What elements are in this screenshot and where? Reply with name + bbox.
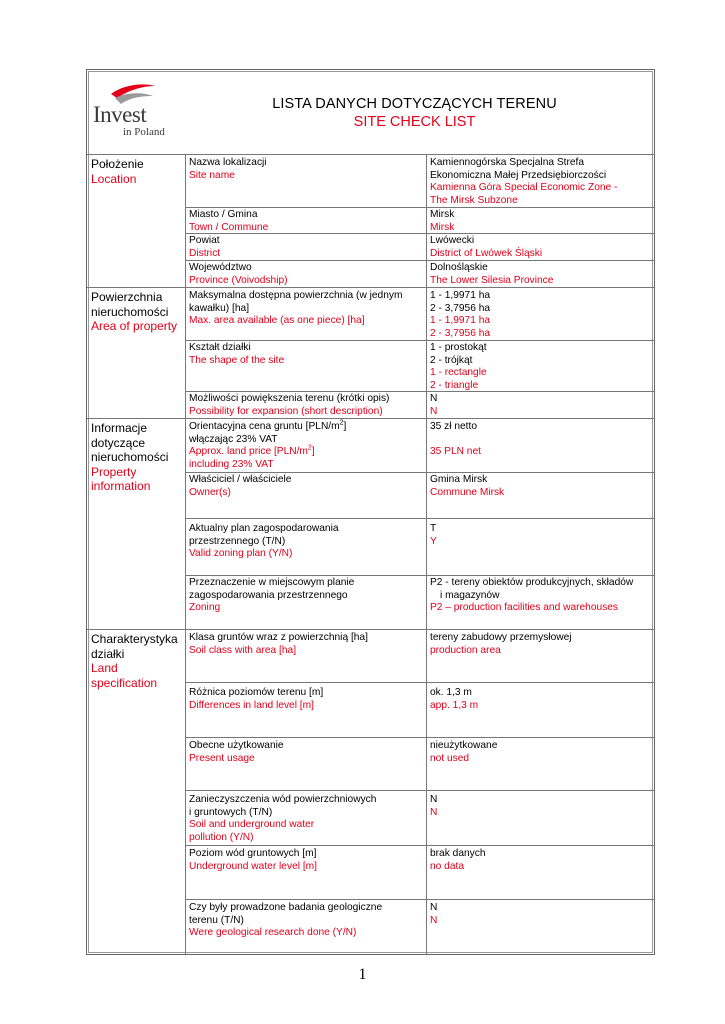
label-district: [189, 235, 220, 260]
label-level: [189, 687, 323, 712]
label-groundwater: [189, 848, 317, 873]
label-en: Possibility for expansion (short description): [189, 405, 383, 417]
value-pl: 2 - 3,7956 ha: [430, 302, 491, 314]
value-pl: P2 - tereny obiektów produkcyjnych, składów: [430, 577, 634, 588]
label-pl: Kształt działki: [189, 342, 251, 353]
label-owner: [189, 474, 291, 499]
row-line: [185, 845, 654, 846]
label-town: [189, 209, 268, 234]
section-property-pl3: nieruchomości: [91, 450, 169, 465]
label-pl-end: ]: [343, 421, 347, 432]
row-line: [185, 899, 654, 900]
label-en-end: ]: [311, 446, 315, 457]
value-pollution: [430, 794, 437, 819]
value-pl: Kamiennogórska Specjalna Strefa: [430, 157, 585, 168]
row-line: [185, 575, 654, 576]
label-pl: kawałku) [ha]: [189, 302, 250, 314]
value-town: [430, 209, 454, 234]
value-pl: 2 - trójkąt: [430, 354, 473, 366]
label-expansion: [189, 393, 389, 418]
label-pl: Poziom wód gruntowych [m]: [189, 848, 317, 859]
label-en: District: [189, 247, 221, 259]
value-en: N: [430, 806, 438, 818]
label-province: [189, 262, 288, 287]
label-en: Soil and underground water: [189, 819, 315, 830]
value-en: N: [430, 405, 438, 417]
value-pl: 35 zł netto: [430, 421, 478, 432]
label-pl: Możliwości powiększenia terenu (krótki opis): [189, 393, 390, 404]
label-en: [189, 446, 346, 459]
value-en: 35 PLN net: [430, 446, 481, 457]
value-province: [430, 262, 553, 287]
value-en: Mirsk: [430, 221, 455, 233]
value-expansion: [430, 393, 437, 418]
value-pl: brak danych: [430, 848, 486, 859]
label-en: Owner(s): [189, 486, 231, 498]
label-en: Soil class with area [ha]: [189, 644, 297, 656]
label-en: Zoning: [189, 602, 221, 613]
value-en: The Lower Silesia Province: [430, 274, 554, 286]
label-pl: Województwo: [189, 262, 252, 273]
value-en: The Mirsk Subzone: [430, 194, 518, 206]
logo-sub-text: in Poland: [123, 126, 165, 138]
value-pl: Mirsk: [430, 209, 455, 220]
value-pl: i magazynów: [440, 589, 500, 601]
section-location: [91, 157, 144, 186]
section-line: [87, 418, 654, 419]
label-soil: [189, 632, 368, 657]
label-en: Town / Commune: [189, 221, 269, 233]
logo-brand-text: Invest: [93, 102, 147, 127]
site-check-list-table: [86, 69, 655, 955]
label-en: Valid zoning plan (Y/N): [189, 548, 293, 559]
label-pl: i gruntowych (T/N): [189, 806, 273, 818]
page-title-pl: LISTA DANYCH DOTYCZĄCYCH TERENU: [272, 96, 557, 112]
page-number: 1: [358, 966, 367, 983]
label-en-sup: 2: [307, 444, 312, 452]
label-geology: [189, 902, 382, 940]
value-pl: N: [430, 902, 438, 913]
value-zoning: [430, 577, 633, 615]
label-zoning: [189, 577, 354, 615]
value-pl: Gmina Mirsk: [430, 474, 488, 485]
label-pl: Właściciel / właściciele: [189, 474, 292, 485]
label-en: Were geological research done (Y/N): [189, 927, 357, 938]
value-shape: [430, 342, 487, 392]
value-pl: Dolnośląskie: [430, 262, 488, 273]
section-land-en1: Land: [91, 661, 118, 676]
page-title-en: SITE CHECK LIST: [353, 114, 476, 130]
label-en: The shape of the site: [189, 354, 285, 366]
label-pl: Nazwa lokalizacji: [189, 157, 267, 168]
value-en: 2 - triangle: [430, 379, 479, 391]
label-pl: przestrzennego (T/N): [189, 535, 286, 547]
section-area-pl2: nieruchomości: [91, 304, 169, 319]
value-pl: ok. 1,3 m: [430, 687, 472, 698]
label-en: including 23% VAT: [189, 458, 274, 470]
value-pl: Lwówecki: [430, 235, 475, 246]
section-land-pl2: działki: [91, 646, 125, 661]
section-property: [91, 421, 168, 494]
label-pl: Obecne użytkowanie: [189, 740, 284, 751]
col-divider-1: [185, 154, 186, 954]
row-line: [185, 790, 654, 791]
row-line: [185, 207, 654, 208]
value-pl: Ekonomiczna Małej Przedsiębiorczości: [430, 169, 607, 181]
header-divider: [87, 154, 654, 155]
label-pl: Zanieczyszczenia wód powierzchniowych: [189, 794, 377, 805]
value-en: app. 1,3 m: [430, 699, 479, 711]
value-en: District of Lwówek Śląski: [430, 247, 543, 259]
label-pl: Klasa gruntów wraz z powierzchnią [ha]: [189, 632, 368, 643]
row-line: [185, 682, 654, 683]
row-line: [185, 518, 654, 519]
label-pl: Czy były prowadzone badania geologiczne: [189, 902, 383, 913]
value-soil: [430, 632, 572, 657]
label-zoning-plan: [189, 523, 339, 561]
row-line: [185, 737, 654, 738]
row-line: [185, 260, 654, 261]
value-district: [430, 235, 542, 260]
value-en: P2 – production facilities and warehouses: [430, 602, 619, 613]
label-en: Underground water level [m]: [189, 860, 317, 872]
section-area-pl1: Powierzchnia: [91, 290, 163, 304]
value-zoning-plan: [430, 523, 437, 548]
value-groundwater: [430, 848, 486, 873]
label-pl: włączając 23% VAT: [189, 433, 278, 445]
label-pl-sup: 2: [339, 419, 344, 427]
label-pl: Różnica poziomów terenu [m]: [189, 687, 324, 698]
label-en: Site name: [189, 169, 235, 181]
value-pl: 1 - prostokąt: [430, 342, 487, 353]
section-area: [91, 290, 177, 334]
row-line: [185, 472, 654, 473]
label-site-name: [189, 157, 267, 182]
label-en: Differences in land level [m]: [189, 699, 314, 711]
value-level: [430, 687, 478, 712]
label-en: pollution (Y/N): [189, 831, 254, 843]
row-line: [185, 340, 654, 341]
value-pl: 1 - 1,9971 ha: [430, 290, 491, 301]
spacer: [430, 434, 481, 447]
label-en: Province (Voivodship): [189, 274, 288, 286]
label-pl: Maksymalna dostępna powierzchnia (w jednym: [189, 290, 403, 301]
value-max-area: [430, 290, 490, 340]
value-pl: N: [430, 794, 438, 805]
section-property-en2: information: [91, 479, 151, 494]
section-line: [87, 287, 654, 288]
value-pl: N: [430, 393, 438, 404]
label-pl: [189, 421, 346, 434]
value-en: 1 - rectangle: [430, 367, 487, 378]
value-price: [430, 421, 481, 459]
section-land: [91, 632, 178, 690]
value-geology: [430, 902, 437, 927]
section-property-pl1: Informacje: [91, 421, 148, 435]
section-land-en2: specification: [91, 675, 158, 690]
section-area-en: Area of property: [91, 319, 178, 334]
value-en: not used: [430, 752, 470, 764]
label-pl: Miasto / Gmina: [189, 209, 258, 220]
value-pl: tereny zabudowy przemysłowej: [430, 632, 572, 643]
label-en: Max. area available (as one piece) [ha]: [189, 315, 365, 326]
section-location-en: Location: [91, 171, 137, 186]
row-line: [185, 391, 654, 392]
label-pl: Aktualny plan zagospodarowania: [189, 523, 339, 534]
section-location-pl: Położenie: [91, 157, 144, 171]
label-max-area: [189, 290, 402, 328]
section-property-en1: Property: [91, 464, 137, 479]
label-price: [189, 421, 346, 471]
value-en: no data: [430, 860, 464, 872]
value-en: Commune Mirsk: [430, 486, 505, 498]
value-en: 1 - 1,9971 ha: [430, 315, 491, 326]
value-owner: [430, 474, 504, 499]
value-pl: T: [430, 523, 437, 534]
section-property-pl2: dotyczące: [91, 435, 146, 450]
label-pollution: [189, 794, 376, 844]
value-pl: nieużytkowane: [430, 740, 498, 751]
value-en: Kamienna Góra Special Economic Zone -: [430, 182, 618, 193]
value-en: 2 - 3,7956 ha: [430, 327, 491, 339]
value-en: Y: [430, 535, 437, 547]
section-land-pl1: Charakterystyka: [91, 632, 178, 646]
label-en: Present usage: [189, 752, 255, 764]
label-pl: zagospodarowania przestrzennego: [189, 589, 348, 601]
label-pl: Przeznaczenie w miejscowym planie: [189, 577, 355, 588]
section-line: [87, 629, 654, 630]
value-usage: [430, 740, 497, 765]
label-pl: terenu (T/N): [189, 914, 244, 926]
col-divider-2: [426, 154, 427, 954]
label-usage: [189, 740, 284, 765]
value-en: N: [430, 914, 438, 926]
value-en: production area: [430, 644, 501, 656]
label-shape: [189, 342, 284, 367]
label-en-text: Approx. land price [PLN/m: [189, 446, 308, 457]
label-pl: Powiat: [189, 235, 220, 246]
label-pl-text: Orientacyjna cena gruntu [PLN/m: [189, 421, 340, 432]
value-site-name: [430, 157, 617, 207]
